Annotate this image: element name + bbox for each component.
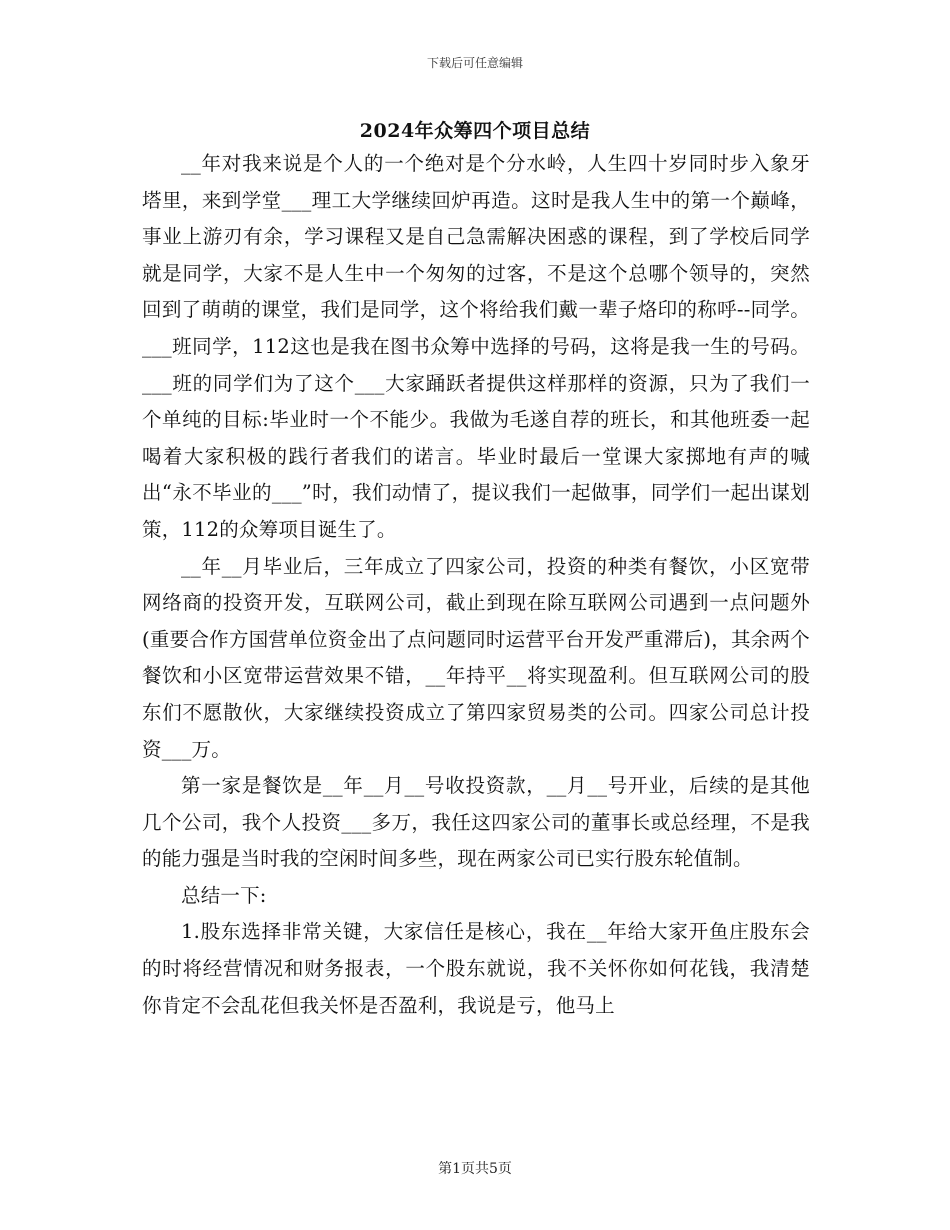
document-body bbox=[142, 146, 810, 1024]
paragraph-5: 1.股东选择非常关键，大家信任是核心，我在__年给大家开鱼庄股东会的时将经营情况和财务报表，一个股东就说，我不关怀你如何花钱，我清楚你肯定不会乱花但我关怀是否盈利，我说是亏，他马上 bbox=[142, 920, 810, 1017]
paragraph-2: __年__月毕业后，三年成立了四家公司，投资的种类有餐饮，小区宽带网络商的投资开发，互联网公司，截止到现在除互联网公司遇到一点问题外(重要合作方国营单位资金出了点问题同时运营平台开发严重滞后)，其余两个餐饮和小区宽带运营效果不错，__年持平__将实现盈利。但互联网公司的股东们不愿散伙，大家继续投资成立了第四家贸易类的公司。四家公司总计投资___万。 bbox=[142, 554, 810, 761]
paragraph-1: __年对我来说是个人的一个绝对是个分水岭，人生四十岁同时步入象牙塔里，来到学堂___理工大学继续回炉再造。这时是我人生中的第一个巅峰，事业上游刃有余，学习课程又是自己急需解决困惑的课程，到了学校后同学就是同学，大家不是人生中一个匆匆的过客，不是这个总哪个领导的，突然回到了萌萌的课堂，我们是同学，这个将给我们戴一辈子烙印的称呼--同学。___班同学，112这也是我在图书众筹中选择的号码，这将是我一生的号码。___班的同学们为了这个___大家踊跃者提供这样那样的资源，只为了我们一个单纯的目标:毕业时一个不能少。我做为毛遂自荐的班长，和其他班委一起喝着大家积极的践行者我们的诺言。毕业时最后一堂课大家掷地有声的喊出“永不毕业的___”时，我们动情了，提议我们一起做事，同学们一起出谋划策，112的众筹项目诞生了。 bbox=[142, 152, 810, 541]
paragraph-3: 第一家是餐饮是__年__月__号收投资款，__月__号开业，后续的是其他几个公司，我个人投资___多万，我任这四家公司的董事长或总经理，不是我的能力强是当时我的空闲时间多些，现在两家公司已实行股东轮值制。 bbox=[142, 774, 810, 871]
document-title: 2024年众筹四个项目总结 bbox=[359, 120, 591, 142]
header-note: 下载后可任意编辑 bbox=[426, 56, 523, 70]
paragraph-4: 总结一下: bbox=[181, 883, 267, 907]
page-number: 第1页共5页 bbox=[438, 1161, 512, 1177]
